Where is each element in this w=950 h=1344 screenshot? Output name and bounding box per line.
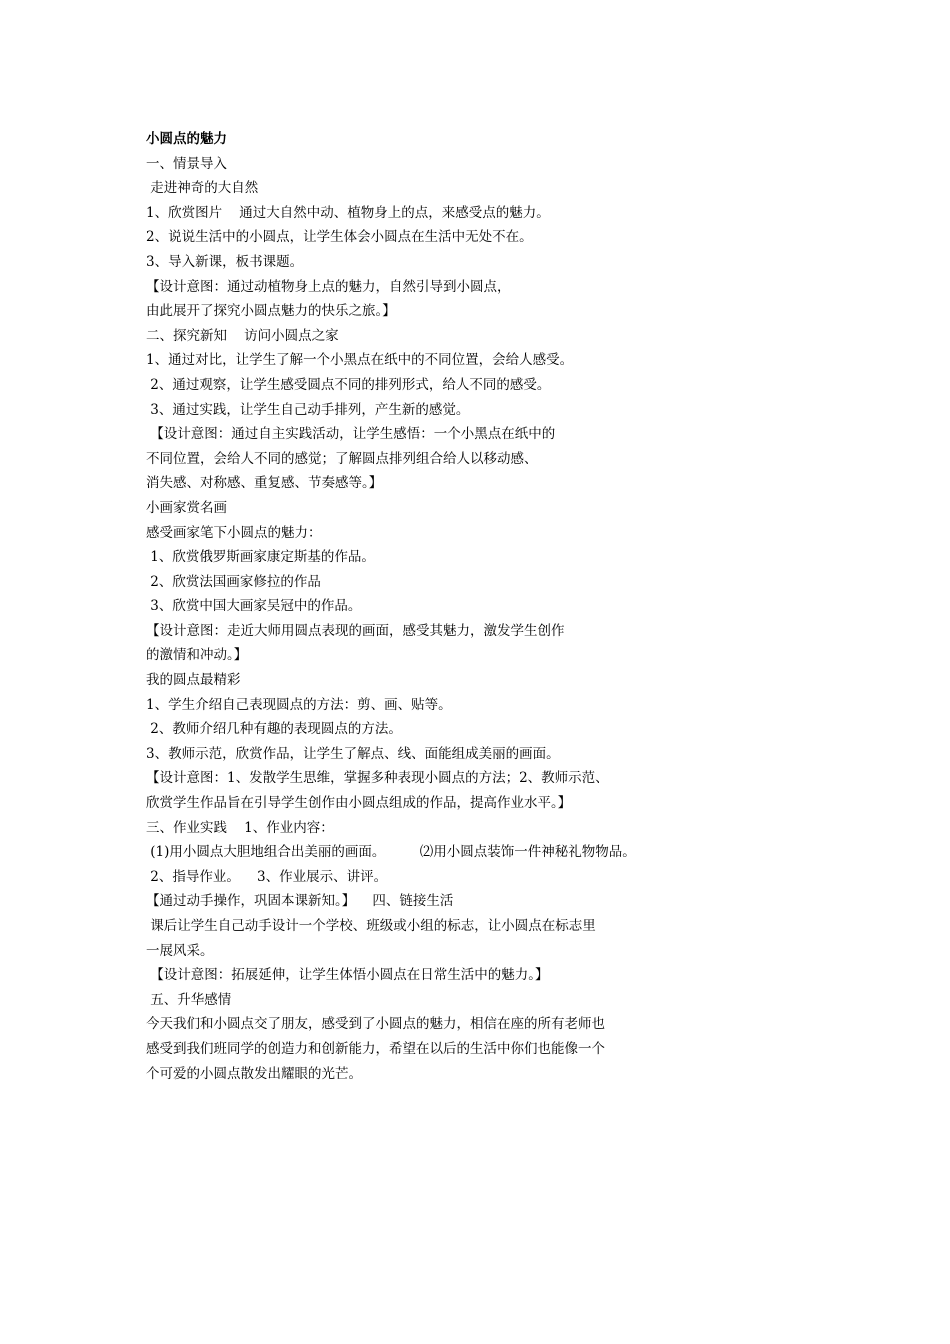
text-line: 【设计意图：1、发散学生思维，掌握多种表现小圆点的方法；2、教师示范、 xyxy=(146,770,609,787)
text-line: 2、通过观察，让学生感受圆点不同的排列形式，给人不同的感受。 xyxy=(146,376,551,393)
text-line: 1、欣赏图片 通过大自然中动、植物身上的点，来感受点的魅力。 xyxy=(146,204,550,221)
document-page xyxy=(146,127,846,1086)
text-line: 1、学生介绍自己表现圆点的方法：剪、画、贴等。 xyxy=(146,696,452,713)
text-line: 二、探究新知 访问小圆点之家 xyxy=(146,327,339,344)
text-line: 【设计意图：通过自主实践活动，让学生感悟：一个小黑点在纸中的 xyxy=(146,426,556,443)
text-line: 3、导入新课，板书课题。 xyxy=(146,253,304,270)
text-line: 我的圆点最精彩 xyxy=(146,672,241,689)
text-line: 个可爱的小圆点散发出耀眼的光芒。 xyxy=(146,1065,362,1082)
document-title: 小圆点的魅力 xyxy=(146,131,227,147)
text-line: 感受画家笔下小圆点的魅力： xyxy=(146,524,322,541)
text-line: 一、情景导入 xyxy=(146,155,227,172)
text-line: 消失感、对称感、重复感、节奏感等。】 xyxy=(146,475,383,492)
text-line: 由此展开了探究小圆点魅力的快乐之旅。】 xyxy=(146,303,396,320)
text-line: (1)用小圆点大胆地组合出美丽的画面。 ⑵用小圆点装饰一件神秘礼物物品。 xyxy=(146,844,636,861)
text-line: 小画家赏名画 xyxy=(146,499,227,516)
text-line: 3、欣赏中国大画家吴冠中的作品。 xyxy=(146,598,362,615)
text-line: 课后让学生自己动手设计一个学校、班级或小组的标志，让小圆点在标志里 xyxy=(146,918,596,934)
text-line: 3、通过实践，让学生自己动手排列，产生新的感觉。 xyxy=(146,401,470,418)
text-line: 1、通过对比，让学生了解一个小黑点在纸中的不同位置，会给人感受。 xyxy=(146,352,574,369)
text-line: 一展风采。 xyxy=(146,942,214,959)
text-line: 3、教师示范，欣赏作品，让学生了解点、线、面能组成美丽的画面。 xyxy=(146,745,560,762)
text-line: 2、教师介绍几种有趣的表现圆点的方法。 xyxy=(146,721,402,738)
text-line: 走进神奇的大自然 xyxy=(146,180,259,197)
text-line: 不同位置，会给人不同的感觉；了解圆点排列组合给人以移动感、 xyxy=(146,450,538,467)
text-line: 的激情和冲动。】 xyxy=(146,647,248,664)
text-line: 2、欣赏法国画家修拉的作品 xyxy=(146,573,321,590)
text-line: 【设计意图：走近大师用圆点表现的画面，感受其魅力，激发学生创作 xyxy=(146,622,565,639)
text-line: 2、说说生活中的小圆点，让学生体会小圆点在生活中无处不在。 xyxy=(146,229,533,246)
text-line: 今天我们和小圆点交了朋友，感受到了小圆点的魅力，相信在座的所有老师也 xyxy=(146,1016,605,1033)
text-line: 感受到我们班同学的创造力和创新能力，希望在以后的生活中你们也能像一个 xyxy=(146,1040,605,1057)
text-line: 五、升华感情 xyxy=(146,991,232,1008)
text-line: 【设计意图：通过动植物身上点的魅力，自然引导到小圆点， xyxy=(146,278,511,295)
text-line: 三、作业实践 1、作业内容： xyxy=(146,819,334,836)
text-line: 【设计意图：拓展延伸，让学生体悟小圆点在日常生活中的魅力。】 xyxy=(146,967,549,984)
text-line: 2、指导作业。 3、作业展示、讲评。 xyxy=(146,868,388,885)
text-line: 欣赏学生作品旨在引导学生创作由小圆点组成的作品，提高作业水平。】 xyxy=(146,795,572,812)
text-line: 1、欣赏俄罗斯画家康定斯基的作品。 xyxy=(146,549,375,566)
text-line: 【通过动手操作，巩固本课新知。】 四、链接生活 xyxy=(146,893,454,910)
